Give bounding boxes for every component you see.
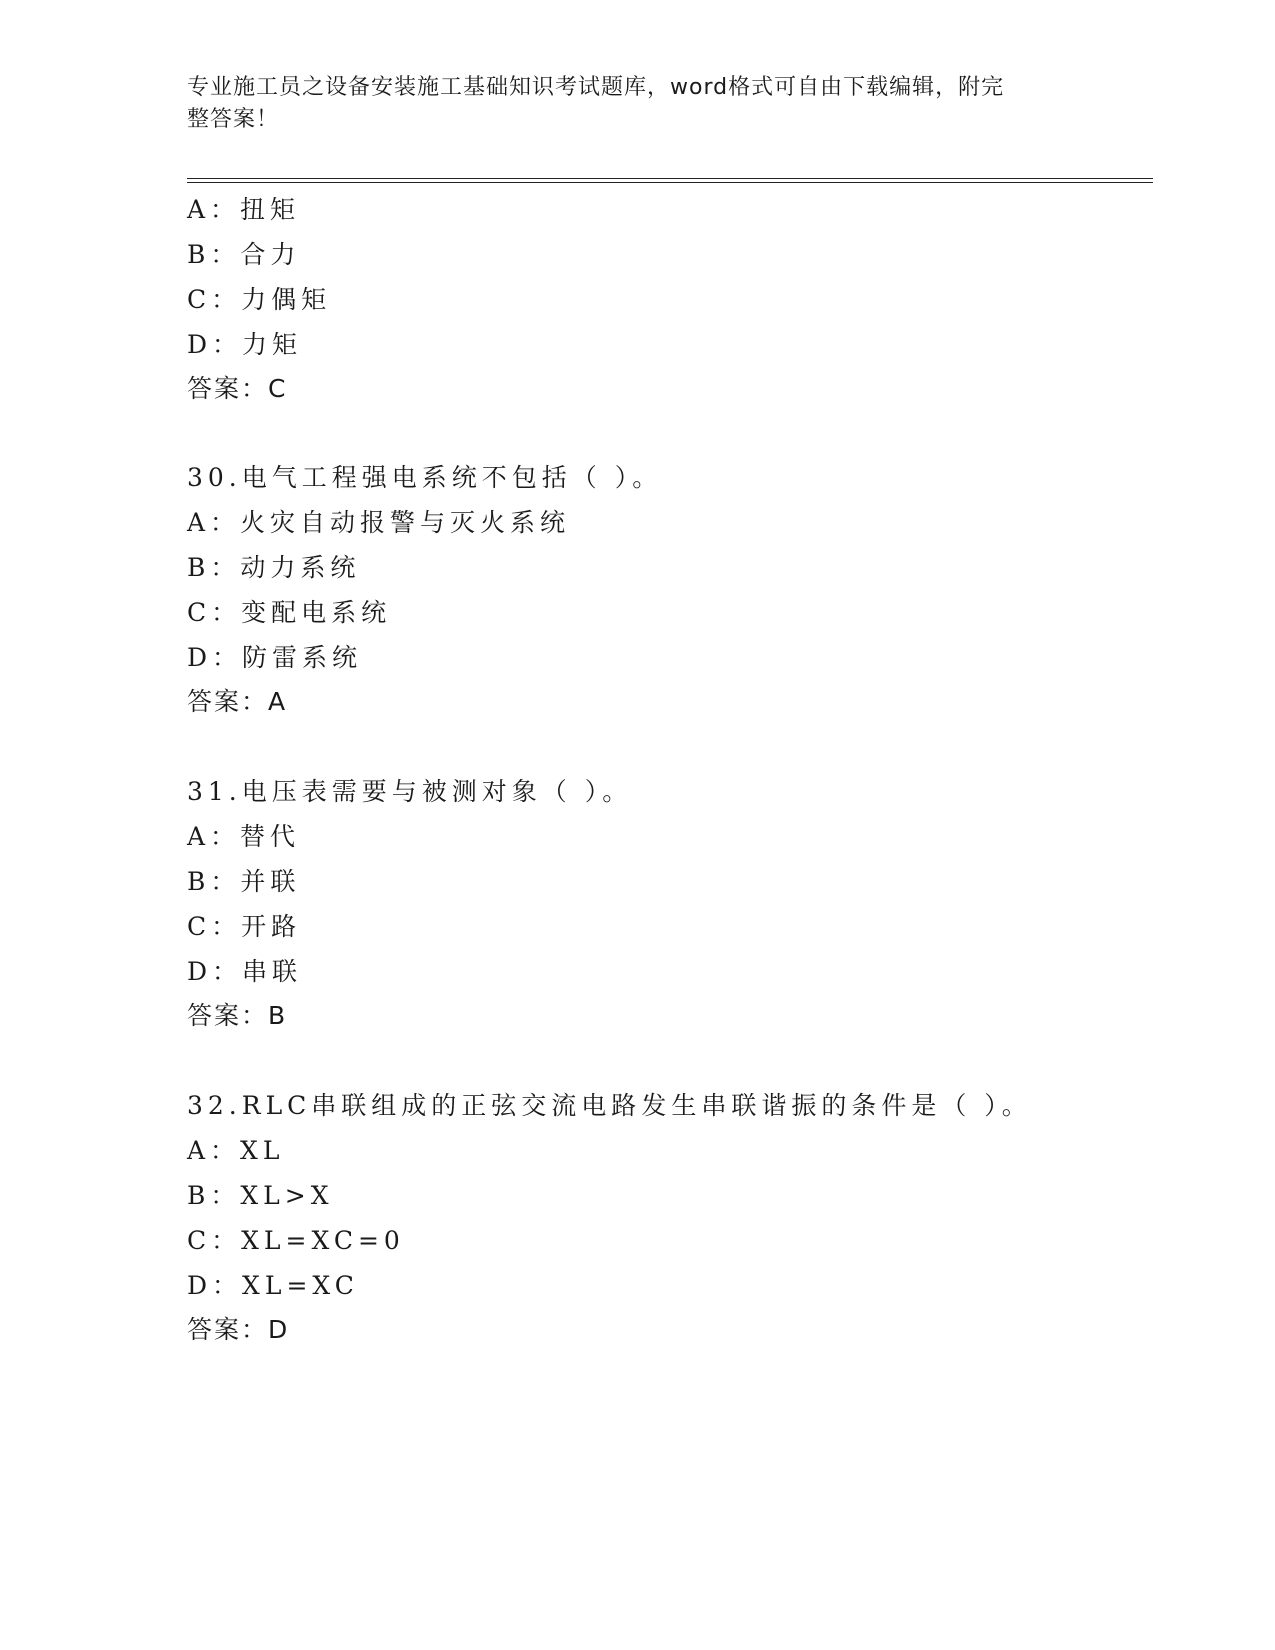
header-line-1: 专业施工员之设备安装施工基础知识考试题库，word格式可自由下载编辑，附完	[187, 75, 1005, 100]
document-header	[187, 72, 1067, 136]
option-b: B：动力系统	[187, 553, 361, 582]
question-32: 32.RLC串联组成的正弦交流电路发生串联谐振的条件是（ ）。	[187, 1091, 1032, 1120]
option-b: B：并联	[187, 867, 301, 896]
option-d: D：XL=XC	[187, 1271, 359, 1300]
option-c: C：开路	[187, 912, 302, 941]
option-a: A：火灾自动报警与灭火系统	[187, 508, 571, 537]
option-c: C：XL=XC=0	[187, 1226, 405, 1255]
option-a: A：扭矩	[187, 195, 301, 224]
option-c: C：力偶矩	[187, 285, 332, 314]
option-b: B：XL>X	[187, 1181, 334, 1210]
option-d: D：力矩	[187, 330, 303, 359]
option-b: B：合力	[187, 240, 301, 269]
option-d: D：串联	[187, 957, 303, 986]
option-a: A：替代	[187, 822, 301, 851]
option-a: A：XL	[187, 1136, 285, 1165]
header-line-2: 整答案！	[187, 107, 280, 132]
header-divider-top	[187, 178, 1153, 179]
answer-line: 答案：B	[187, 1001, 288, 1030]
answer-line: 答案：C	[187, 374, 288, 403]
option-c: C：变配电系统	[187, 598, 392, 627]
answer-line: 答案：D	[187, 1315, 290, 1344]
question-30: 30.电气工程强电系统不包括（ ）。	[187, 463, 663, 492]
question-31: 31.电压表需要与被测对象（ ）。	[187, 777, 633, 806]
option-d: D：防雷系统	[187, 643, 363, 672]
answer-line: 答案：A	[187, 687, 288, 716]
header-divider-bottom	[187, 182, 1153, 183]
